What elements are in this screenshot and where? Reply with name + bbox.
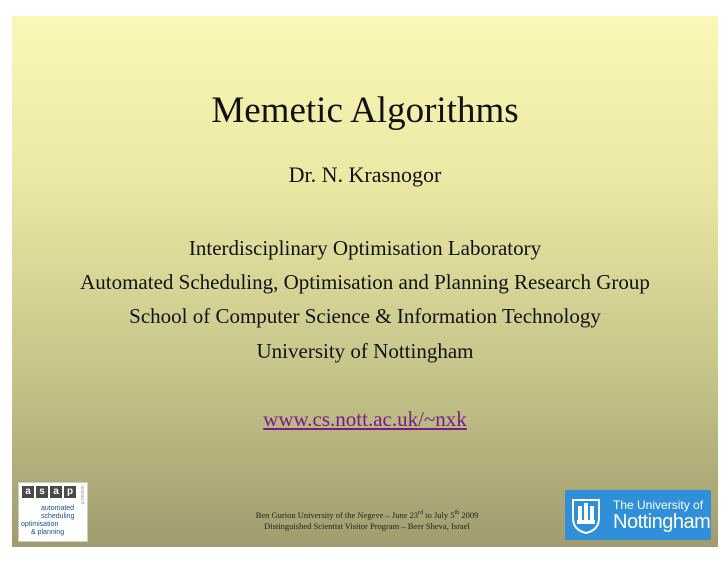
footer-line-2: Distinguished Scientist Visitor Program – Beer Sheva, Israel xyxy=(264,520,470,531)
slide xyxy=(12,16,718,547)
footer-line-1: Ben Gurion University of the Negeve – June 23rd to July 5th 2009 xyxy=(255,509,479,520)
asap-word: automated xyxy=(41,505,75,512)
asap-letter: a xyxy=(22,486,34,498)
author: Dr. N. Krasnogor xyxy=(288,162,442,187)
homepage-link[interactable]: www.cs.nott.ac.uk/~nxk xyxy=(263,407,467,431)
footer xyxy=(172,508,562,532)
nottingham-logo-line1: The University of xyxy=(613,498,704,512)
asap-side-text: research xyxy=(79,485,85,505)
affiliation-group: Automated Scheduling, Optimisation and Planning Research Group xyxy=(80,270,650,294)
nottingham-logo-line2: Nottingham xyxy=(613,511,711,533)
asap-word: optimisation xyxy=(21,521,59,528)
asap-word: & planning xyxy=(31,529,65,536)
nottingham-logo xyxy=(565,490,711,540)
asap-letter: p xyxy=(64,486,76,498)
affiliation-school: School of Computer Science & Information Technology xyxy=(129,304,601,328)
affiliation-university: University of Nottingham xyxy=(256,339,474,363)
asap-letter: s xyxy=(36,486,48,498)
asap-word: scheduling xyxy=(41,513,75,520)
asap-logo xyxy=(18,482,88,542)
asap-letter: a xyxy=(50,486,62,498)
affiliation-lab: Interdisciplinary Optimisation Laboratory xyxy=(188,236,542,260)
slide-title: Memetic Algorithms xyxy=(211,90,519,131)
castle-crest-icon xyxy=(571,496,601,534)
